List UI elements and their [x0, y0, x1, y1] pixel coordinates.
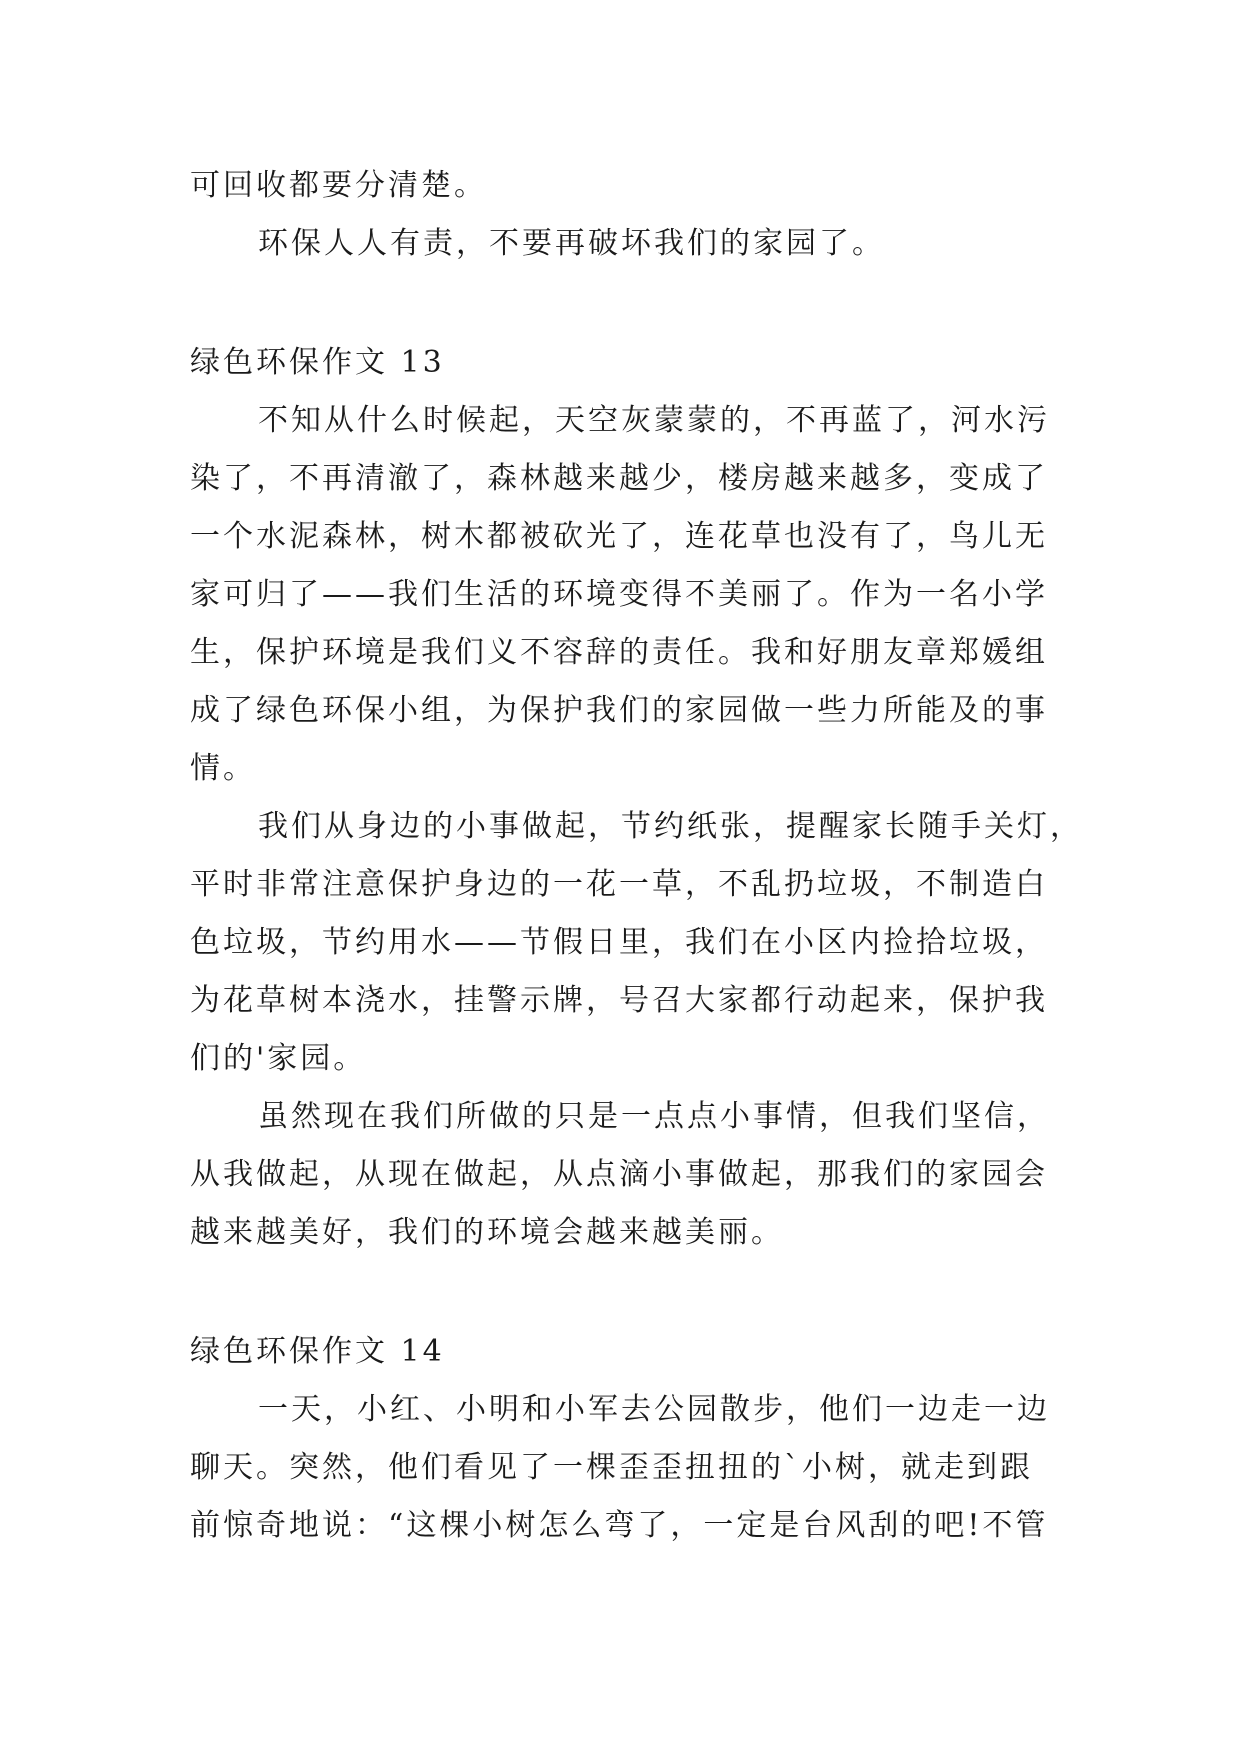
body-line: 我们从身边的小事做起，节约纸张，提醒家长随手关灯，	[258, 809, 1083, 844]
body-line: 家可归了——我们生活的环境变得不美丽了。作为一名小学	[190, 577, 1048, 612]
essay-13-title: 绿色环保作文 13	[190, 345, 445, 380]
body-line: 色垃圾，节约用水——节假日里，我们在小区内捡拾垃圾，	[190, 925, 1048, 960]
body-line: 虽然现在我们所做的只是一点点小事情，但我们坚信，	[258, 1099, 1050, 1134]
body-line: 一天，小红、小明和小军去公园散步，他们一边走一边	[258, 1392, 1050, 1427]
body-line: 情。	[190, 751, 256, 786]
body-line: 染了，不再清澈了，森林越来越少，楼房越来越多，变成了	[190, 461, 1048, 496]
body-line: 越来越美好，我们的环境会越来越美丽。	[190, 1215, 784, 1250]
body-line: 成了绿色环保小组，为保护我们的家园做一些力所能及的事	[190, 693, 1048, 728]
body-line: 聊天。突然，他们看见了一棵歪歪扭扭的`小树，就走到跟	[190, 1450, 1033, 1485]
body-line: 生，保护环境是我们义不容辞的责任。我和好朋友章郑媛组	[190, 635, 1048, 670]
body-line: 为花草树本浇水，挂警示牌，号召大家都行动起来，保护我	[190, 983, 1048, 1018]
essay-14-title: 绿色环保作文 14	[190, 1334, 445, 1369]
body-line: 一个水泥森林，树木都被砍光了，连花草也没有了，鸟儿无	[190, 519, 1048, 554]
body-line: 环保人人有责，不要再破坏我们的家园了。	[258, 226, 885, 261]
body-line: 不知从什么时候起，天空灰蒙蒙的，不再蓝了，河水污	[258, 403, 1050, 438]
body-line: 可回收都要分清楚。	[190, 168, 487, 203]
body-line: 们的'家园。	[190, 1041, 367, 1076]
body-line: 前惊奇地说：“这棵小树怎么弯了，一定是台风刮的吧!不管	[190, 1508, 1049, 1543]
body-line: 平时非常注意保护身边的一花一草，不乱扔垃圾，不制造白	[190, 867, 1048, 902]
body-line: 从我做起，从现在做起，从点滴小事做起，那我们的家园会	[190, 1157, 1048, 1192]
